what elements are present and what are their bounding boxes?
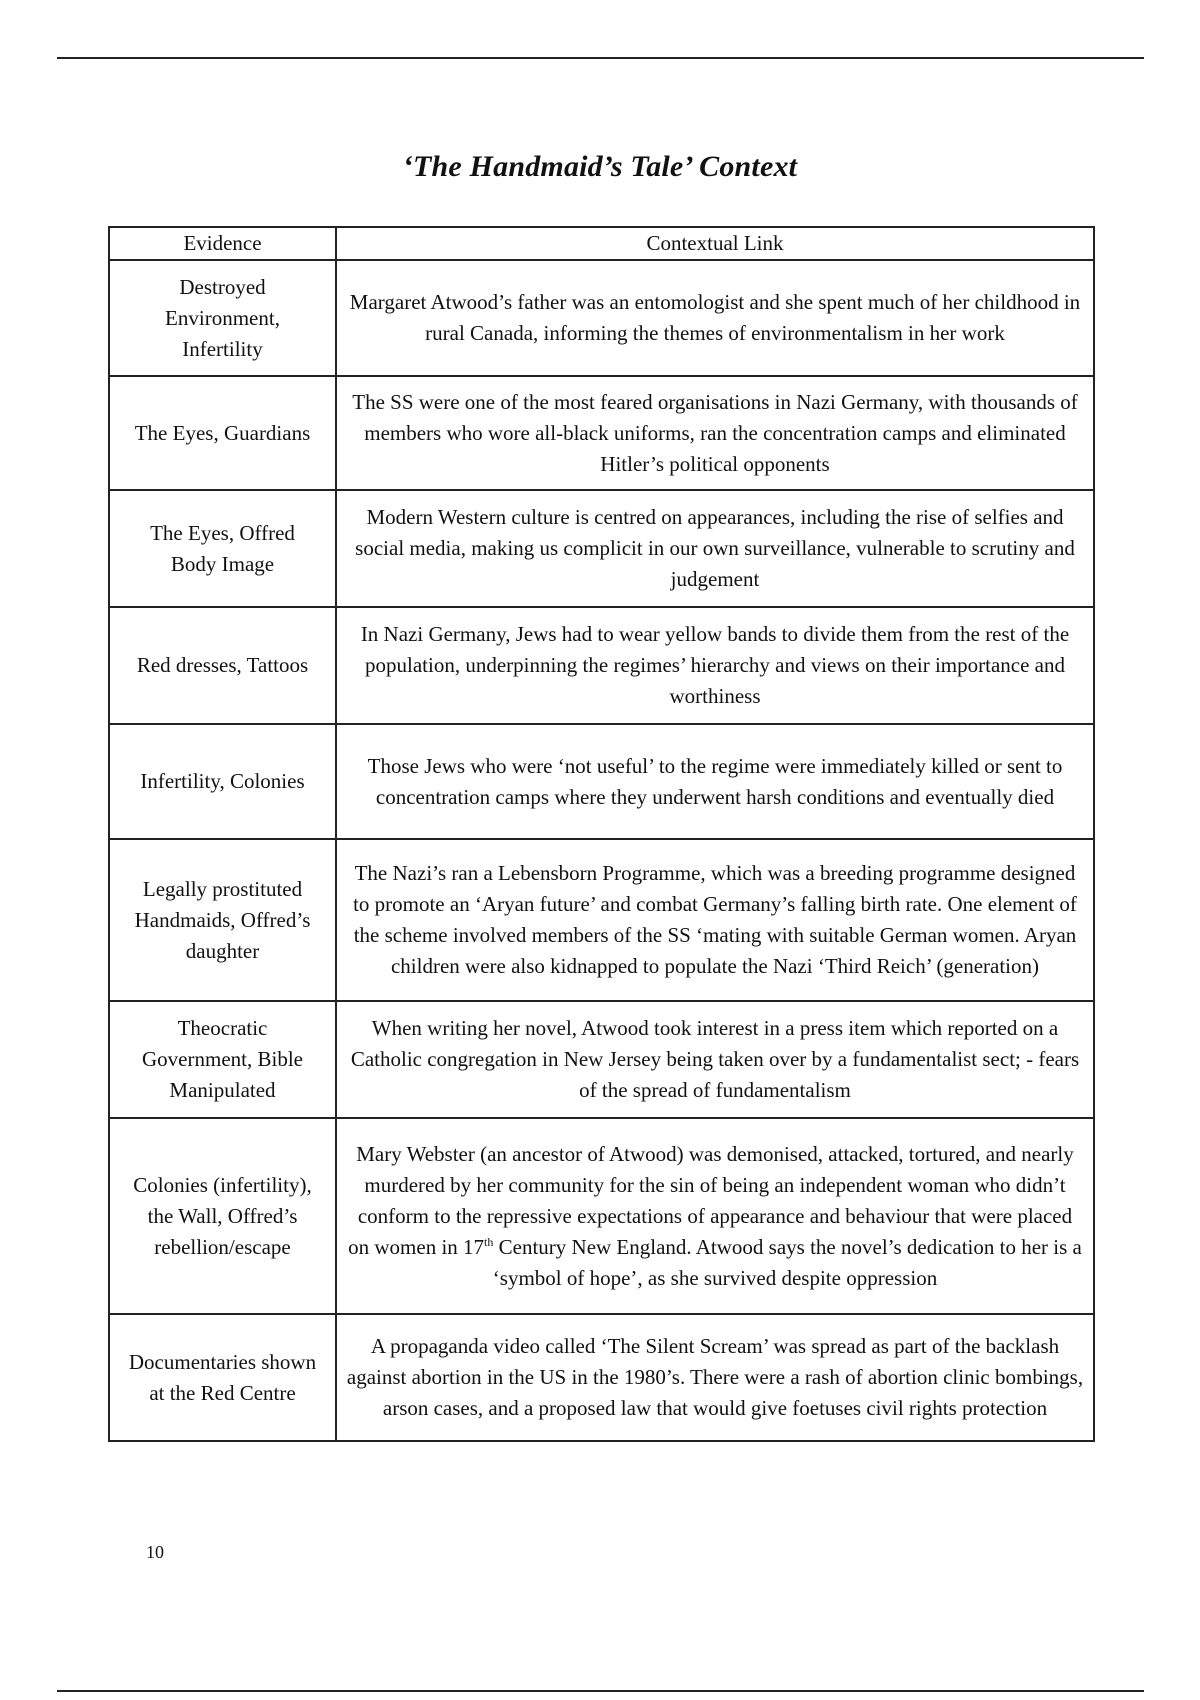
evidence-cell: The Eyes, Guardians [109, 376, 336, 490]
evidence-cell: Legally prostituted Handmaids, Offred’s daughter [109, 839, 336, 1001]
table-header-row [109, 227, 1094, 260]
evidence-cell: Theocratic Government, Bible Manipulated [109, 1001, 336, 1118]
table-row [109, 260, 1094, 376]
table-row [109, 607, 1094, 724]
table-row [109, 1001, 1094, 1118]
evidence-cell: Documentaries shown at the Red Centre [109, 1314, 336, 1441]
contextual-link-cell: In Nazi Germany, Jews had to wear yellow bands to divide them from the rest of the population, underpinning the regimes’ hierarchy and views on their importance and worthiness [336, 607, 1094, 724]
link-text-part: Mary Webster (an ancestor of Atwood) was demonised, attacked, tortured, and nearly murdered by her community for the sin of being an independent woman who didn’t conform to the repressive expectations of appearance and behaviour that were placed on women in 17 [348, 1141, 1074, 1259]
evidence-cell: Red dresses, Tattoos [109, 607, 336, 724]
page-number: 10 [146, 1542, 164, 1562]
evidence-cell: Destroyed Environment, Infertility [109, 260, 336, 376]
contextual-link-cell: The SS were one of the most feared organisations in Nazi Germany, with thousands of members who wore all-black uniforms, ran the concentration camps and eliminated Hitler’s political opponents [336, 376, 1094, 490]
contextual-link-cell: A propaganda video called ‘The Silent Scream’ was spread as part of the backlash against abortion in the US in the 1980’s. There were a rash of abortion clinic bombings, arson cases, and a proposed law that would give foetuses civil rights protection [336, 1314, 1094, 1441]
table-row [109, 490, 1094, 607]
table-row [109, 1314, 1094, 1441]
contextual-link-cell: Those Jews who were ‘not useful’ to the regime were immediately killed or sent to concentration camps where they underwent harsh conditions and eventually died [336, 724, 1094, 839]
evidence-cell: Infertility, Colonies [109, 724, 336, 839]
evidence-cell: Colonies (infertility), the Wall, Offred’s rebellion/escape [109, 1118, 336, 1314]
link-text-part: Century New England. Atwood says the novel’s dedication to her is a ‘symbol of hope’, as she survived despite oppression [492, 1234, 1082, 1290]
context-table [108, 226, 1095, 1442]
evidence-cell: The Eyes, Offred Body Image [109, 490, 336, 607]
top-rule [57, 57, 1144, 59]
header-evidence: Evidence [109, 227, 336, 260]
table-row [109, 1118, 1094, 1314]
contextual-link-cell: Margaret Atwood’s father was an entomologist and she spent much of her childhood in rural Canada, informing the themes of environmentalism in her work [336, 260, 1094, 376]
contextual-link-cell: Modern Western culture is centred on appearances, including the rise of selfies and social media, making us complicit in our own surveillance, vulnerable to scrutiny and judgement [336, 490, 1094, 607]
ordinal-suffix: th [484, 1234, 494, 1249]
bottom-rule [57, 1690, 1144, 1692]
table-row [109, 376, 1094, 490]
contextual-link-cell [336, 1118, 1094, 1314]
header-contextual-link: Contextual Link [336, 227, 1094, 260]
table-row [109, 839, 1094, 1001]
table-row [109, 724, 1094, 839]
contextual-link-cell: The Nazi’s ran a Lebensborn Programme, which was a breeding programme designed to promote an ‘Aryan future’ and combat Germany’s falling birth rate. One element of the scheme involved members of the SS ‘mating with suitable German women. Aryan children were also kidnapped to populate the Nazi ‘Third Reich’ (generation) [336, 839, 1094, 1001]
contextual-link-cell: When writing her novel, Atwood took interest in a press item which reported on a Catholic congregation in New Jersey being taken over by a fundamentalist sect; - fears of the spread of fundamentalism [336, 1001, 1094, 1118]
page-title: ‘The Handmaid’s Tale’ Context [402, 150, 798, 183]
